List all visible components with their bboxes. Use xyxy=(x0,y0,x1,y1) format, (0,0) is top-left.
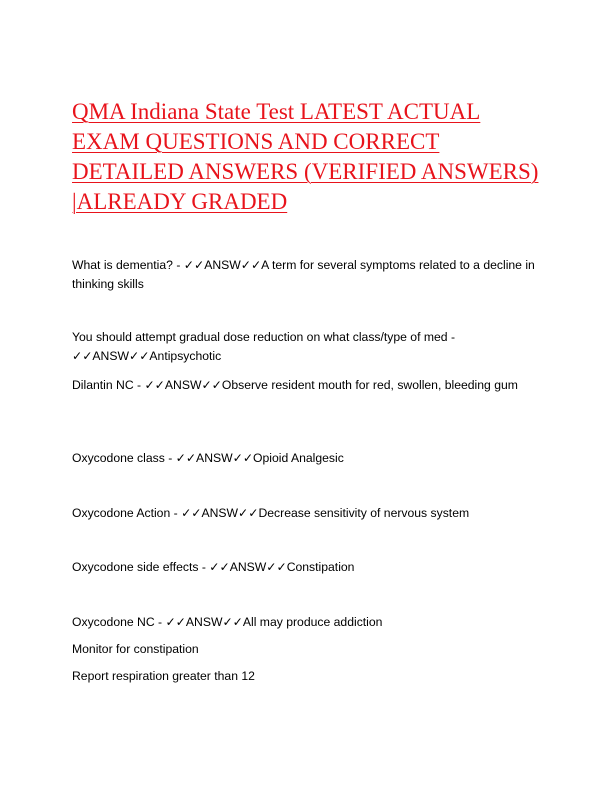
qa-oxycodone-action: Oxycodone Action - ✓✓ANSW✓✓Decrease sensitivity of nervous system xyxy=(72,506,470,520)
oxycodone-nc-monitor: Monitor for constipation xyxy=(72,642,199,656)
qa-oxycodone-class: Oxycodone class - ✓✓ANSW✓✓Opioid Analgesic xyxy=(72,451,344,465)
qa-oxycodone-side-effects: Oxycodone side effects - ✓✓ANSW✓✓Constipation xyxy=(72,560,355,574)
qa-oxycodone-nc: Oxycodone NC - ✓✓ANSW✓✓All may produce addiction xyxy=(72,615,383,629)
document-title: QMA Indiana State Test LATEST ACTUAL EXAM QUESTIONS AND CORRECT DETAILED ANSWERS (VERIFIED ANSWERS) |ALREADY GRADED xyxy=(72,99,539,214)
qa-dilantin-nc: Dilantin NC - ✓✓ANSW✓✓Observe resident mouth for red, swollen, bleeding gum xyxy=(72,378,518,392)
qa-dementia: What is dementia? - ✓✓ANSW✓✓A term for several symptoms related to a decline in thinking skills xyxy=(72,258,535,291)
oxycodone-nc-report: Report respiration greater than 12 xyxy=(72,669,255,683)
qa-gradual-dose-reduction: You should attempt gradual dose reduction on what class/type of med - ✓✓ANSW✓✓Antipsychotic xyxy=(72,330,456,363)
